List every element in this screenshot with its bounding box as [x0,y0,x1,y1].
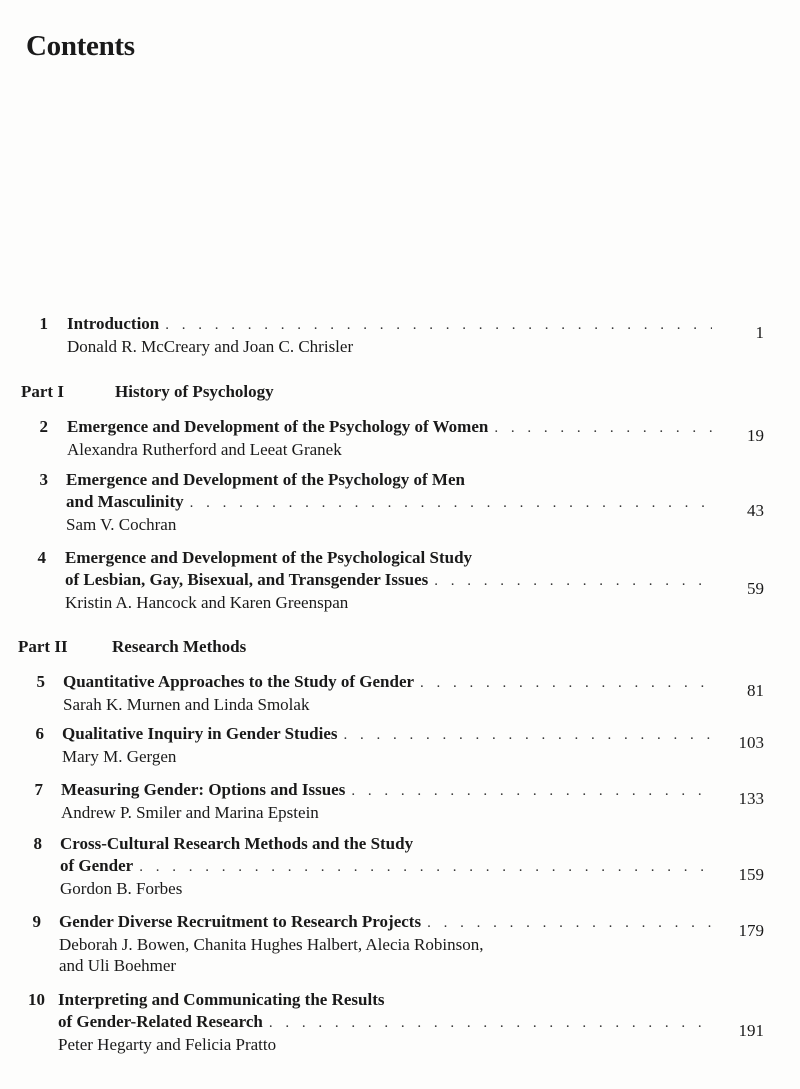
dot-leader [344,724,712,746]
chapter-number: 3 [39,470,48,489]
chapter-authors: Kristin A. Hancock and Karen Greenspan [65,593,349,612]
chapter-authors: Alexandra Rutherford and Leeat Granek [67,440,342,459]
page-number[interactable]: 159 [738,865,764,884]
chapter-title-line [62,723,720,746]
dot-leader [190,492,712,514]
chapter-title[interactable]: Gender Diverse Recruitment to Research Projects [59,912,422,931]
chapter-authors: Peter Hegarty and Felicia Pratto [58,1035,277,1054]
page-number[interactable]: 1 [755,323,764,342]
chapter-body [65,547,745,613]
chapter-authors: Deborah J. Bowen, Chanita Hughes Halbert, Alecia Robinson, [59,935,484,954]
chapter-title-line [61,779,720,802]
part-label: Part I [21,382,64,401]
dot-leader [434,570,712,592]
chapter-title[interactable]: of Gender-Related Research [58,1012,263,1031]
chapter-title[interactable]: Interpreting and Communicating the Results [58,990,385,1009]
page-number[interactable]: 59 [747,579,764,598]
chapter-authors: and Uli Boehmer [59,956,177,975]
dot-leader [494,417,712,439]
part-title: History of Psychology [115,382,274,401]
dot-leader [351,780,712,802]
chapter-body [60,833,740,899]
page-number[interactable]: 103 [738,733,764,752]
chapter-number: 5 [36,672,45,691]
chapter-title[interactable]: Emergence and Development of the Psychological Study [65,548,473,567]
part-label: Part II [18,637,68,656]
chapter-title[interactable]: of Lesbian, Gay, Bisexual, and Transgender Issues [65,570,429,589]
chapter-number: 8 [33,834,42,853]
chapter-title[interactable]: Qualitative Inquiry in Gender Studies [62,724,338,743]
chapter-title-line [67,416,720,439]
chapter-title[interactable]: of Gender [60,856,134,875]
dot-leader [269,1012,712,1034]
chapter-title[interactable]: Introduction [67,314,160,333]
chapter-body [58,989,738,1055]
dot-leader [420,672,712,694]
chapter-number: 6 [35,724,44,743]
chapter-number: 10 [28,990,45,1009]
chapter-body [61,779,741,823]
page-number[interactable]: 191 [738,1021,764,1040]
chapter-authors: Andrew P. Smiler and Marina Epstein [61,803,319,822]
part-title: Research Methods [112,637,247,656]
chapter-body [62,723,742,767]
page-number[interactable]: 19 [747,426,764,445]
chapter-title-line [59,911,720,934]
chapter-title-line [66,491,720,514]
chapter-number: 7 [34,780,43,799]
chapter-number: 9 [32,912,41,931]
chapter-title-line [65,569,720,592]
chapter-title-line [63,671,720,694]
dot-leader [165,314,712,336]
page-number[interactable]: 43 [747,501,764,520]
chapter-title[interactable]: Emergence and Development of the Psychology of Women [67,417,489,436]
chapter-title[interactable]: Cross-Cultural Research Methods and the Study [60,834,414,853]
chapter-body [66,469,746,535]
page-number[interactable]: 133 [738,789,764,808]
chapter-title-line [67,313,720,336]
chapter-authors: Mary M. Gergen [62,747,177,766]
chapter-body [67,416,747,460]
dot-leader [427,912,712,934]
chapter-authors: Sam V. Cochran [66,515,177,534]
chapter-number: 1 [39,314,48,333]
chapter-title-line [60,855,720,878]
chapter-number: 2 [39,417,48,436]
chapter-body [63,671,743,715]
chapter-body [67,313,747,357]
chapter-body [59,911,739,976]
chapter-authors: Sarah K. Murnen and Linda Smolak [63,695,310,714]
chapter-title[interactable]: Emergence and Development of the Psychology of Men [66,470,465,489]
chapter-title-line [58,1011,720,1034]
dot-leader [139,856,712,878]
chapter-title[interactable]: Measuring Gender: Options and Issues [61,780,346,799]
chapter-title[interactable]: and Masculinity [66,492,184,511]
page-title: Contents [26,30,135,62]
chapter-title[interactable]: Quantitative Approaches to the Study of Gender [63,672,415,691]
chapter-authors: Donald R. McCreary and Joan C. Chrisler [67,337,354,356]
chapter-authors: Gordon B. Forbes [60,879,183,898]
chapter-number: 4 [37,548,46,567]
page-number[interactable]: 179 [738,921,764,940]
page-number[interactable]: 81 [747,681,764,700]
